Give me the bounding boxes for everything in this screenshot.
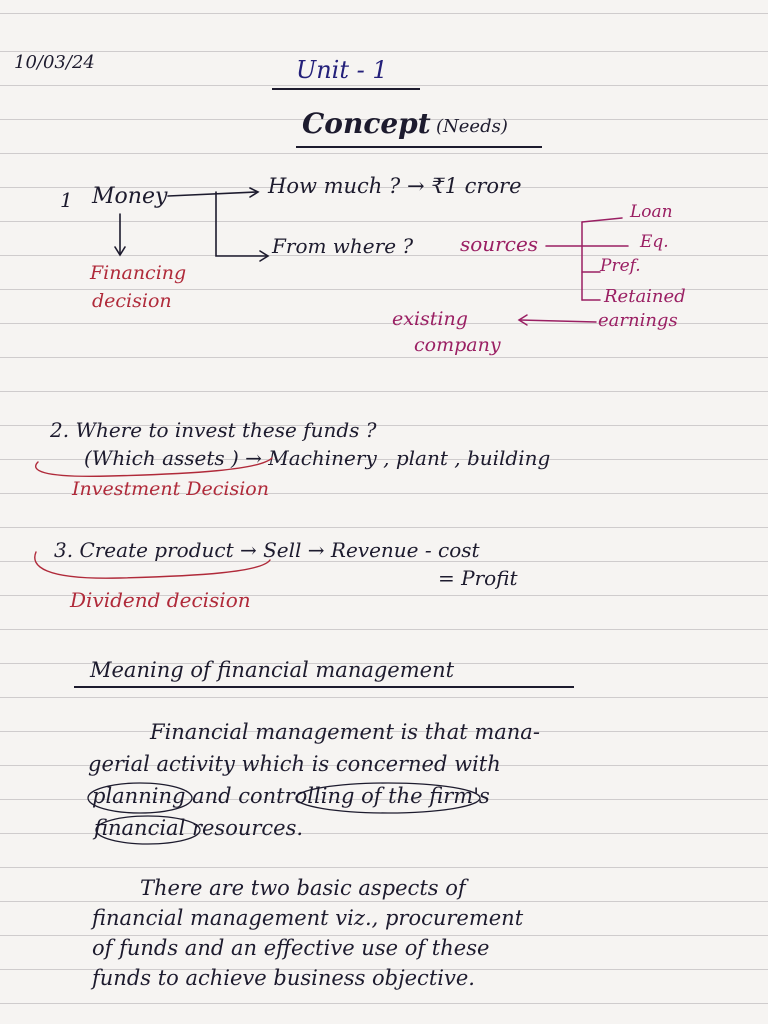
section2-question: 2. Where to invest these funds ?	[50, 418, 377, 442]
section3-line1: 3. Create product → Sell → Revenue - cost	[54, 538, 480, 562]
existing-label: existing	[392, 308, 468, 330]
dividend-decision: Dividend decision	[70, 588, 251, 612]
to-loan	[582, 218, 622, 222]
date: 10/03/24	[14, 52, 95, 73]
financing-decision-line1: Financing	[90, 262, 187, 284]
para1-line2: gerial activity which is concerned with	[88, 752, 501, 776]
source-loan: Loan	[630, 202, 673, 222]
para1-line3: planning and controlling of the firm's	[92, 784, 490, 808]
assets-swoosh	[36, 458, 272, 476]
financing-decision-line2: decision	[92, 290, 172, 312]
source-earnings: earnings	[598, 310, 678, 331]
how-much-text: How much ? → ₹1 crore	[268, 174, 522, 198]
money-label: Money	[92, 184, 168, 209]
bracket-from-where	[216, 192, 266, 256]
financial-oval	[96, 816, 200, 844]
unit-heading: Unit - 1	[296, 56, 388, 84]
para2-line1: There are two basic aspects of	[140, 876, 466, 900]
product-swoosh	[35, 552, 270, 578]
para2-line3: of funds and an effective use of these	[92, 936, 490, 960]
investment-decision: Investment Decision	[72, 478, 269, 500]
arrow-to-existing	[520, 320, 596, 322]
planning-oval	[88, 783, 192, 813]
source-preference: Pref.	[600, 256, 641, 276]
section3-profit: = Profit	[438, 566, 518, 590]
para1-line4: financial resources.	[94, 816, 304, 840]
para2-line4: funds to achieve business objective.	[92, 966, 475, 990]
concept-title: Concept	[302, 107, 431, 140]
sources-label: sources	[460, 232, 539, 256]
para1-line1: Financial management is that mana-	[150, 720, 540, 744]
section2-assets: (Which assets ) → Machinery , plant , building	[84, 446, 551, 470]
arrow-how-much	[168, 192, 256, 196]
section1-number: 1	[60, 188, 73, 212]
source-retained: Retained	[604, 286, 686, 307]
company-label: company	[414, 334, 501, 356]
para2-line2: financial management viz., procurement	[92, 906, 524, 930]
controlling-oval	[296, 783, 480, 813]
from-where-text: From where ?	[272, 234, 414, 258]
source-equity: Eq.	[640, 232, 669, 252]
concept-subtitle: (Needs)	[436, 116, 508, 137]
meaning-heading: Meaning of financial management	[90, 658, 455, 682]
